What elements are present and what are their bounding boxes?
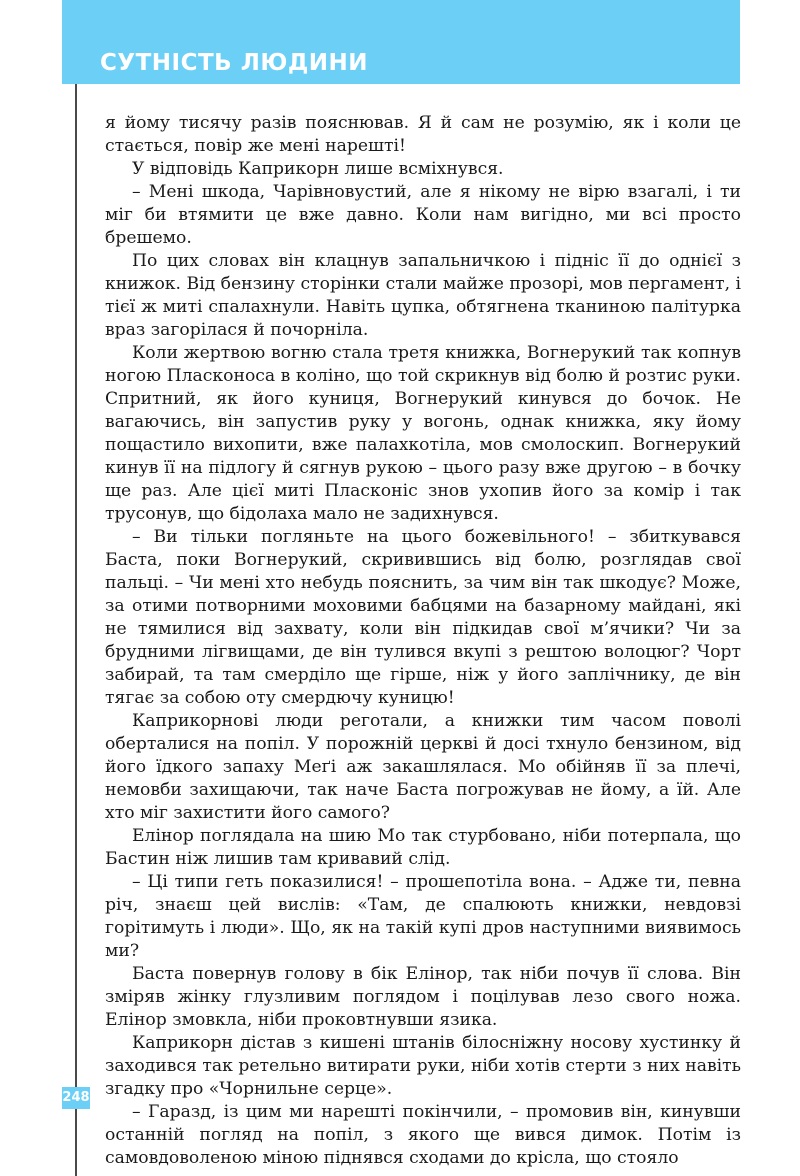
body-text	[105, 112, 741, 1170]
paragraph: Коли жертвою вогню стала третя книжка, Вогнерукий так копнув ногою Пласконоса в коліно, що той скрикнув від болю й розтис руки. Спритний, як його куниця, Вогнерукий кинувся до бочок. Не вагаючись, він запустив руку у вогонь, однак книжка, яку йому пощастило вихопити, вже палахкотіла, мов смолоскип. Вогнерукий кинув її на підлогу й сягнув рукою – цього разу вже другою – в бочку ще раз. Але цієї миті Пласконіс знов ухопив його за комір і так трусонув, що бідолаха мало не задихнувся.	[105, 343, 741, 524]
section-title: СУТНІСТЬ ЛЮДИНИ	[100, 50, 369, 76]
paragraph: У відповідь Каприкорн лише всміхнувся.	[132, 159, 504, 179]
paragraph: – Мені шкода, Чарівновустий, але я нікому не вірю взагалі, і ти міг би втямити це вже давно. Коли нам вигідно, ми всі просто брешемо.	[105, 182, 741, 248]
paragraph: – Ви тільки погляньте на цього божевільного! – збиткувався Баста, поки Вогнерукий, скривившись від болю, розглядав свої пальці. – Чи мені хто небудь пояснить, за чим він так шкодує? Може, за отими потворними моховими бабцями на базарному майдані, які не тямилися від захвату, коли він підкидав свої м’ячики? Чи за брудними лігвищами, де він тулився вкупі з рештою волоцюг? Чорт забирай, та там смерділо ще гірше, ніж у його заплічнику, де він тягає за собою оту смердючу куницю!	[105, 527, 741, 708]
paragraph: Каприкорнові люди реготали, а книжки тим часом поволі оберталися на попіл. У порожній церкві й досі тхнуло бензином, від його їдкого запаху Меґі аж закашлялася. Мо обійняв її за плечі, немовби захищаючи, так наче Баста погрожував не йому, а їй. Але хто міг захистити його самого?	[105, 711, 741, 823]
paragraph: – Ці типи геть показилися! – прошепотіла вона. – Адже ти, певна річ, знаєш цей вислів: «Там, де спалюють книжки, невдовзі горітимуть і люди». Що, як на такій купі дров наступними виявимось ми?	[105, 872, 741, 961]
margin-rule	[75, 84, 77, 1176]
paragraph: По цих словах він клацнув запальничкою і підніс її до однієї з книжок. Від бензину сторінки стали майже прозорі, мов пергамент, і тієї ж миті спалахнули. Навіть цупка, обтягнена тканиною палітурка враз загорілася й почорніла.	[105, 251, 741, 340]
paragraph: Баста повернув голову в бік Елінор, так ніби почув її слова. Він зміряв жінку глузливим поглядом і поцілував лезо свого ножа. Елінор змовкла, ніби проковтнувши язика.	[105, 964, 741, 1030]
page-number: 248	[62, 1087, 90, 1109]
paragraph: Каприкорн дістав з кишені штанів білосніжну носову хустинку й заходився так ретельно витирати руки, ніби хотів стерти з них навіть згадку про «Чорнильне серце».	[105, 1033, 741, 1099]
paragraph: – Гаразд, із цим ми нарешті покінчили, – промовив він, кинувши останній погляд на попіл, з якого ще вився димок. Потім із самовдоволеною міною піднявся сходами до крісла, що стояло	[105, 1102, 741, 1168]
paragraph: Елінор поглядала на шию Мо так стурбовано, ніби потерпала, що Бастин ніж лишив там кривавий слід.	[105, 826, 741, 869]
paragraph: я йому тисячу разів пояснював. Я й сам не розумію, як і коли це стається, повір же мені нарешті!	[105, 113, 741, 156]
